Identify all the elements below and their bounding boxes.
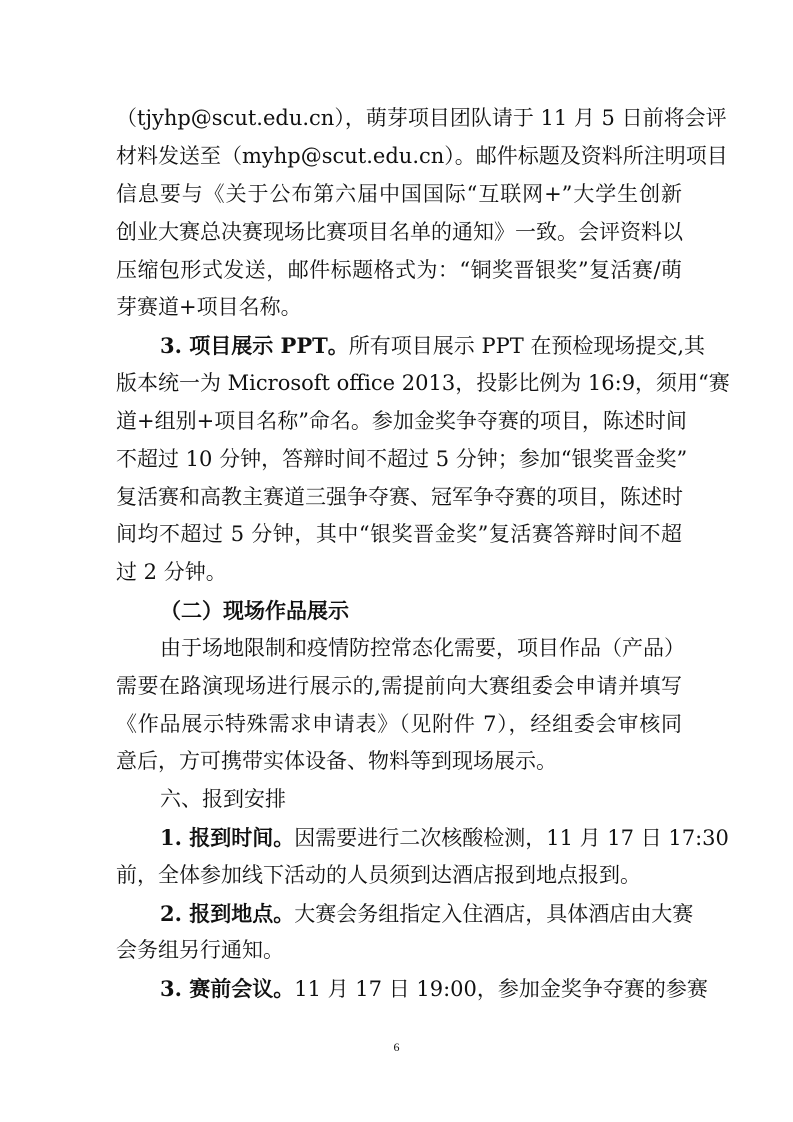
body-line: 过 2 分钟。 [116,560,227,584]
item-place-line: 2. 报到地点。大赛会务组指定入住酒店，具体酒店由大赛 [160,901,694,926]
body-line: 不超过 10 分钟，答辩时间不超过 5 分钟；参加“银奖晋金奖” [116,447,688,471]
body-line: 信息要与《关于公布第六届中国国际“互联网+”大学生创新 [116,182,682,206]
section-heading-registration: 六、报到安排 [160,787,286,811]
body-line: 压缩包形式发送，邮件标题格式为：“铜奖晋银奖”复活赛/萌 [116,258,682,282]
body-line: 创业大赛总决赛现场比赛项目名单的通知》一致。会评资料以 [116,220,683,244]
section-heading-exhibit: （二）现场作品展示 [160,598,349,623]
item-ppt-lead: 3. 项目展示 PPT。 [160,333,349,358]
body-line: （tjyhp@scut.edu.cn），萌芽项目团队请于 11 月 5 日前将会评 [116,106,727,130]
body-line: 道+组别+项目名称”命名。参加金奖争夺赛的项目，陈述时间 [116,409,687,433]
item-time-lead: 1. 报到时间。 [160,825,295,850]
item-meeting-lead: 3. 赛前会议。 [160,976,295,1001]
item-time-line: 1. 报到时间。因需要进行二次核酸检测，11 月 17 日 17:30 [160,825,729,850]
body-line: 会务组另行通知。 [116,938,284,962]
item-ppt-line: 3. 项目展示 PPT。所有项目展示 PPT 在预检现场提交,其 [160,333,706,358]
body-line: 版本统一为 Microsoft office 2013，投影比例为 16:9，须用“赛 [116,371,730,395]
body-line: 意后，方可携带实体设备、物料等到现场展示。 [116,749,557,773]
body-line: 前，全体参加线下活动的人员须到达酒店报到地点报到。 [116,863,641,887]
body-line: 芽赛道+项目名称。 [116,295,302,319]
body-line: 复活赛和高教主赛道三强争夺赛、冠军争夺赛的项目，陈述时 [116,485,683,509]
body-line: 间均不超过 5 分钟，其中“银奖晋金奖”复活赛答辩时间不超 [116,522,682,546]
body-line: 材料发送至（myhp@scut.edu.cn）。邮件标题及资料所注明项目 [116,144,728,168]
item-place-lead: 2. 报到地点。 [160,901,295,926]
body-line: 由于场地限制和疫情防控常态化需要，项目作品（产品） [160,636,685,660]
page-number: 6 [393,1040,400,1054]
body-line: 《作品展示特殊需求申请表》（见附件 7），经组委会审核同 [116,712,682,736]
body-line: 需要在路演现场进行展示的,需提前向大赛组委会申请并填写 [116,674,682,698]
item-meeting-line: 3. 赛前会议。11 月 17 日 19:00，参加金奖争夺赛的参赛 [160,976,708,1001]
